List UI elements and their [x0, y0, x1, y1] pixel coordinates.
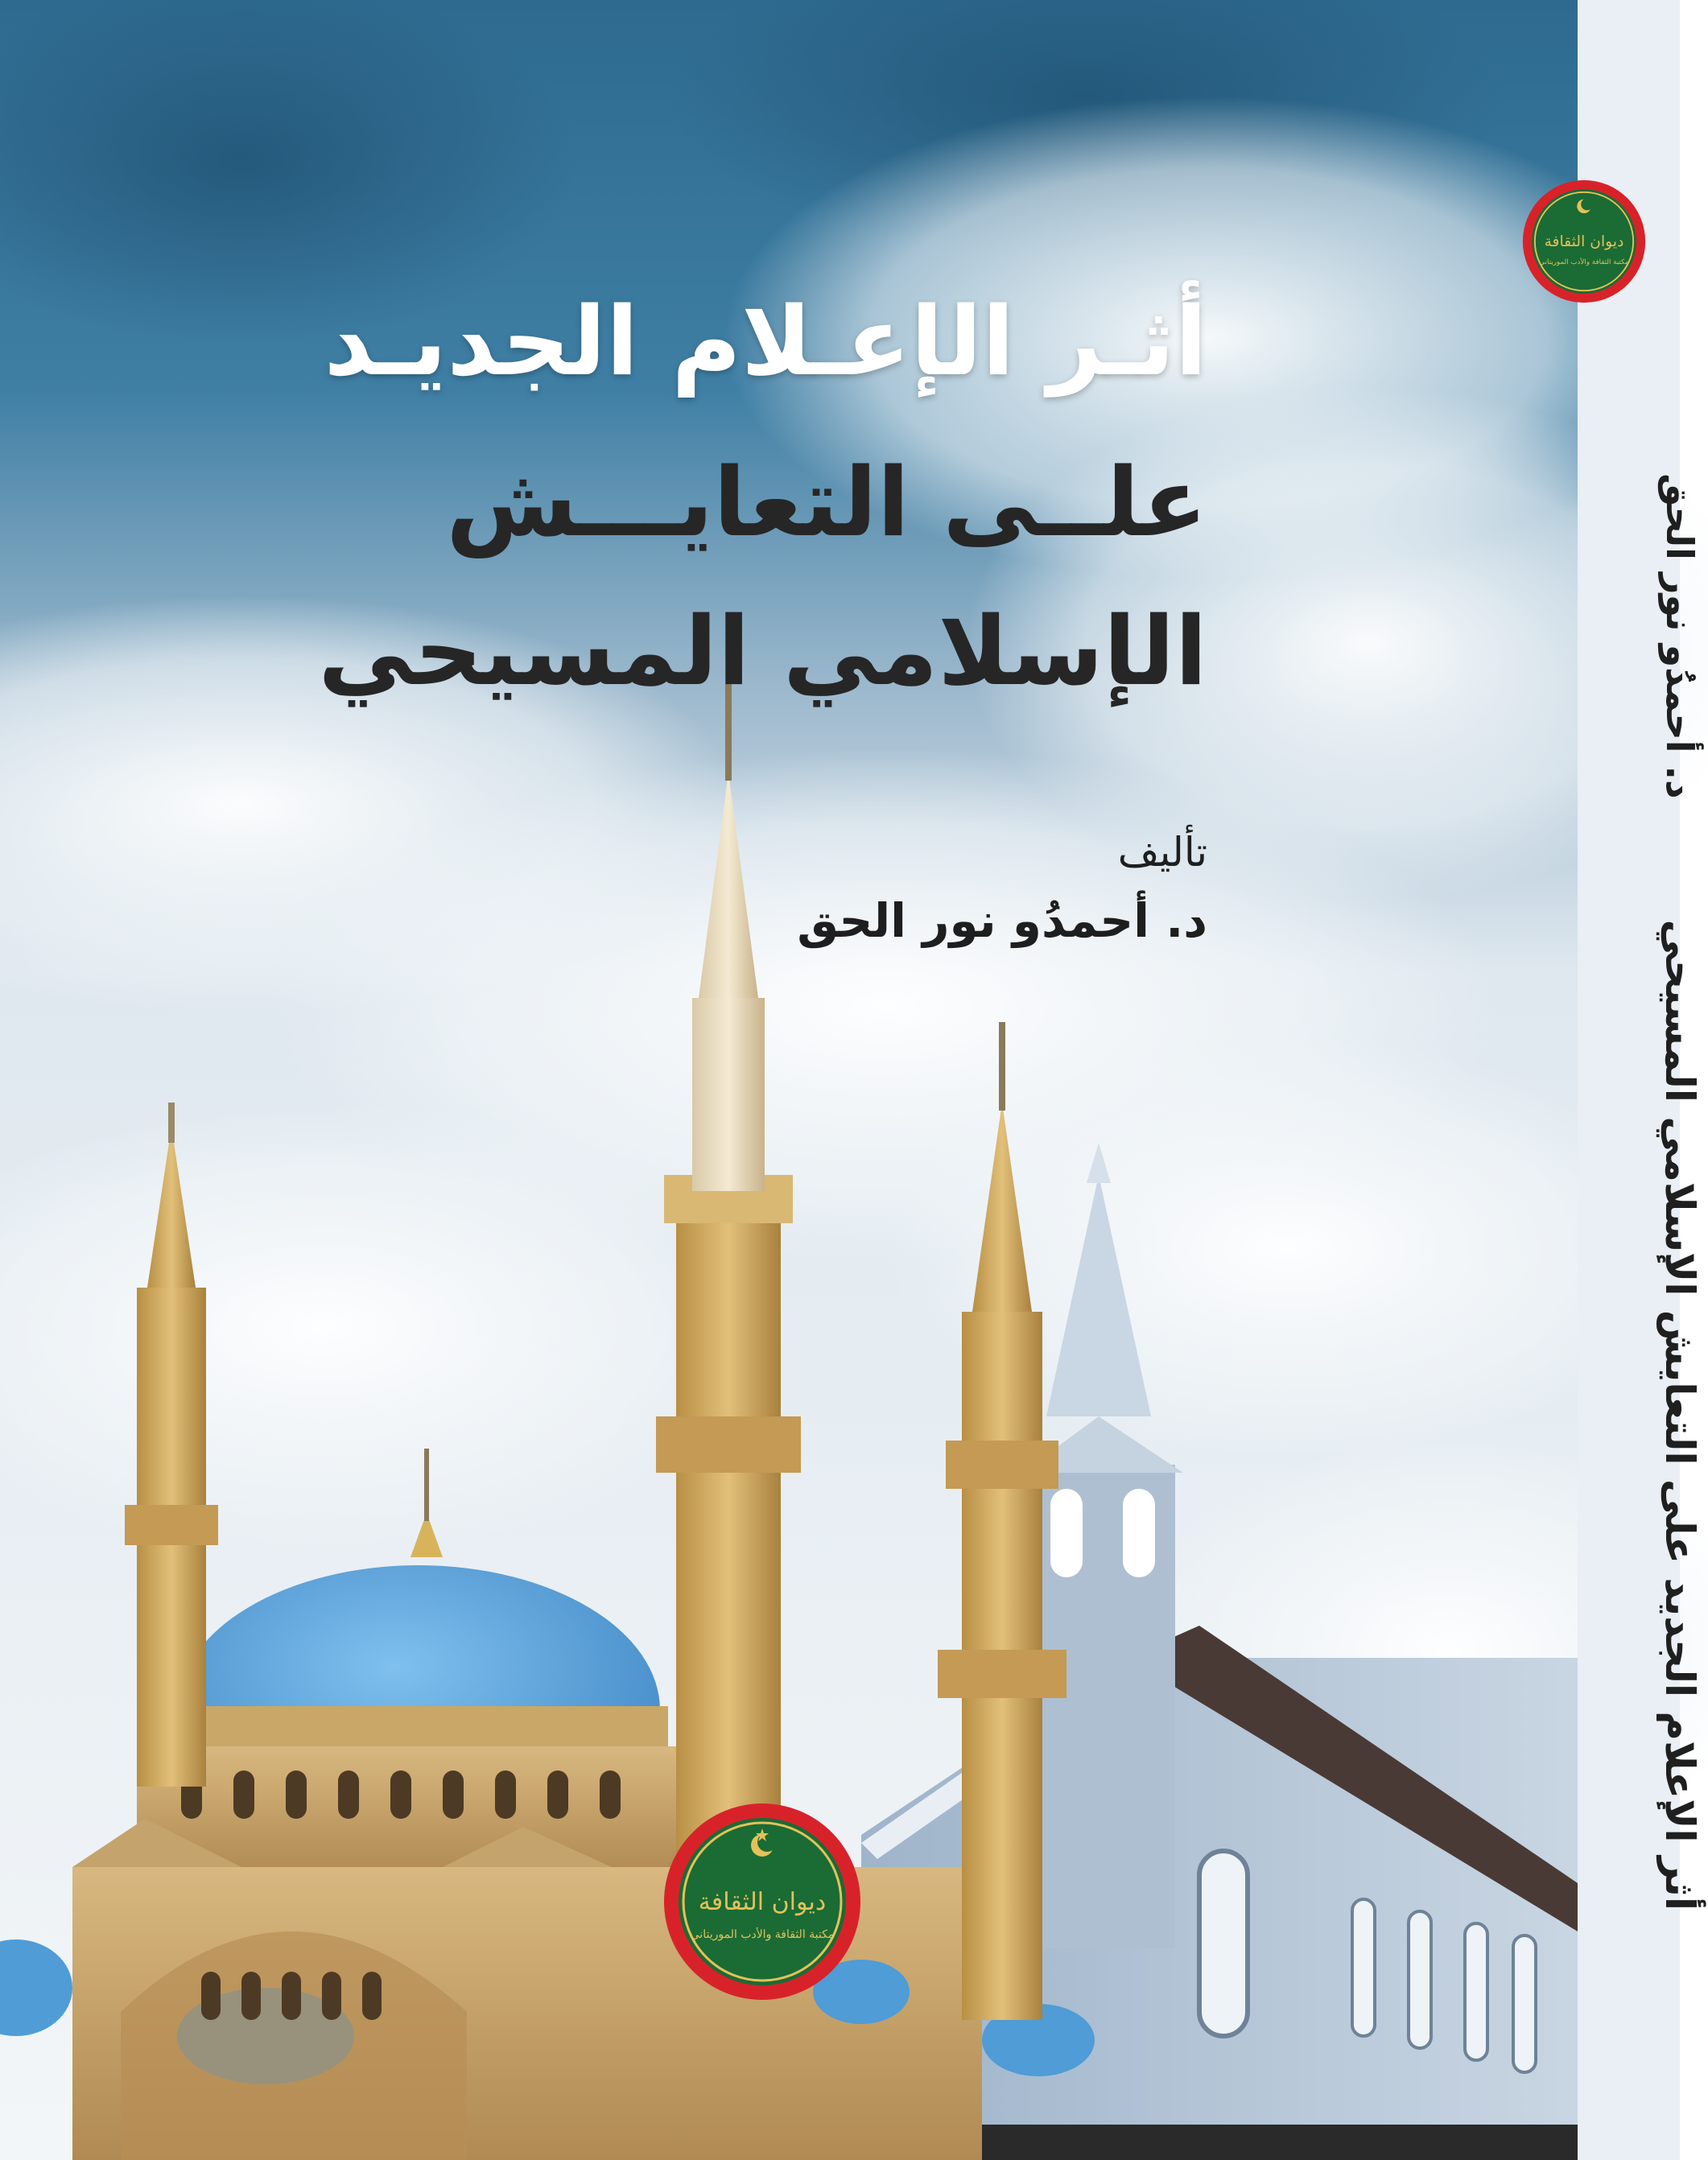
publisher-logo-subtext: مكتبة الثقافة والأدب الموريتاني	[690, 1928, 835, 1941]
book-title-line-2: علــى التعايـــش	[446, 447, 1207, 558]
book-title-line-1: أثـر الإعـلام الجديـد	[324, 286, 1207, 397]
author-label: تأليف	[1117, 829, 1207, 876]
spine-author: د. أحمدُو نور الحق	[1658, 473, 1702, 799]
spine-logo-subtext: مكتبة الثقافة والأدب الموريتاني	[1539, 258, 1629, 267]
book-spine	[1539, 0, 1703, 2160]
book-title-line-3: الإسلامي المسيحي	[318, 596, 1207, 707]
publisher-logo-front	[662, 1801, 863, 2002]
spine-title: أثر الإعلام الجديد على التعايش الإسلامي المسيحي	[1656, 919, 1703, 1911]
publisher-logo-spine	[1521, 179, 1647, 304]
spine-text-block	[1652, 11, 1708, 2120]
author-name: د. أحمدُو نور الحق	[797, 893, 1207, 948]
publisher-logo-text: ديوان الثقافة	[698, 1888, 827, 1916]
spine-logo-text: ديوان الثقافة	[1544, 233, 1624, 251]
